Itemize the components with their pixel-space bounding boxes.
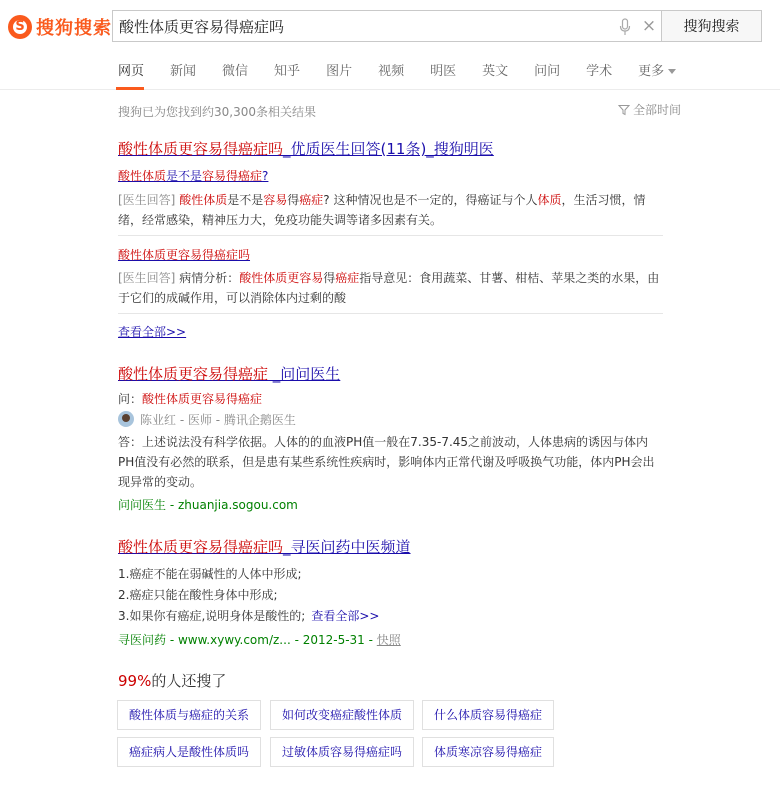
snippet-1-part-5: 癌症: [299, 193, 324, 207]
result-3-title-highlight: 酸性体质更容易得癌症吗: [118, 538, 284, 556]
header: [0, 0, 780, 90]
doctor-info: [118, 410, 296, 428]
filter-icon: [618, 104, 630, 116]
related-search-item[interactable]: 癌症病人是酸性体质吗: [117, 737, 261, 767]
tab-video[interactable]: 视频: [378, 64, 405, 79]
question-text: 酸性体质更容易得癌症: [142, 392, 263, 406]
result-count: 搜狗已为您找到约30,300条相关结果: [118, 105, 316, 119]
related-search-item[interactable]: 体质寒凉容易得癌症: [422, 737, 554, 767]
related-title-text: 的人还搜了: [151, 672, 227, 690]
tab-english[interactable]: 英文: [482, 64, 509, 79]
search-button[interactable]: 搜狗搜索: [662, 10, 762, 42]
logo-text: 搜狗搜索: [36, 18, 112, 39]
list-item: 2.癌症只能在酸性身体中形成;: [118, 588, 278, 602]
result-3-title[interactable]: [118, 536, 411, 557]
divider: [118, 235, 663, 236]
result-1-snippet-1: [118, 190, 664, 230]
snippet-2-part-4: 癌症: [335, 271, 360, 285]
related-search-item[interactable]: 如何改变癌症酸性体质: [270, 700, 414, 730]
tab-scholar[interactable]: 学术: [586, 64, 613, 79]
time-filter[interactable]: [618, 101, 681, 118]
answer-text: 上述说法没有科学依据。人体的的血液PH值一般在7.35-7.45之前波动，人体患病的诱因与体内PH值没有必然的联系，但是患有某些系统性疾病时，影响体内正常代谢及呼吸换气功能，体内PH会出现异常的变动。: [118, 435, 655, 489]
result-2-title-highlight: 酸性体质更容易得癌症: [118, 365, 269, 383]
sub-link-1-part-1: 酸性体质: [118, 169, 167, 183]
snippet-2-part-3: 得: [323, 271, 336, 285]
doctor-avatar: [118, 411, 134, 427]
result-1-sub-link-2[interactable]: [118, 246, 250, 263]
sub-link-1-part-4: ?: [262, 169, 269, 183]
active-tab-indicator: [116, 87, 144, 90]
snippet-1-part-3: 容易: [263, 193, 288, 207]
result-2-answer: [118, 432, 664, 492]
result-2-question: [118, 390, 262, 407]
related-percent: 99%: [118, 672, 152, 690]
tab-news[interactable]: 新闻: [170, 64, 197, 79]
snippet-2-part-1: 病情分析：: [175, 271, 240, 285]
list-item: 1.癌症不能在弱碱性的人体中形成;: [118, 567, 302, 581]
sogou-logo-icon: [8, 15, 32, 39]
snippet-1-part-4: 得: [287, 193, 300, 207]
snippet-1-part-2: 是不是: [227, 193, 264, 207]
related-search-item[interactable]: 酸性体质与癌症的关系: [117, 700, 261, 730]
microphone-icon[interactable]: [619, 18, 631, 36]
list-item-text: 3.如果你有癌症,说明身体是酸性的;: [118, 609, 306, 623]
tab-web[interactable]: 网页: [118, 64, 145, 79]
sub-link-1-part-3: 容易得癌症: [202, 169, 263, 183]
search-input[interactable]: [119, 16, 599, 36]
result-2-title-rest: _问问医生: [268, 365, 341, 383]
snippet-2-part-5: 指导意见：食用蔬菜、甘薯、柑桔、苹果之类的水果，由于它们的成碱作用，可以消除体内过剩的酸: [118, 271, 660, 305]
snapshot-link[interactable]: 快照: [376, 633, 401, 647]
snippet-1-tag: [医生回答]: [118, 193, 176, 207]
tab-wenwen[interactable]: 问问: [534, 64, 561, 79]
divider: [118, 313, 663, 314]
tab-wechat[interactable]: 微信: [222, 64, 249, 79]
search-box: [112, 10, 662, 42]
result-1-title-highlight: 酸性体质更容易得癌症吗: [118, 140, 284, 158]
tab-zhihu[interactable]: 知乎: [274, 64, 301, 79]
related-search-item[interactable]: 过敏体质容易得癌症吗: [270, 737, 414, 767]
doctor-name: 陈业红 - 医师 - 腾讯企鹅医生: [140, 412, 296, 427]
snippet-2-tag: [医生回答]: [118, 271, 176, 285]
tab-more-label: 更多: [638, 64, 665, 79]
snippet-1-part-1: 酸性体质: [179, 193, 228, 207]
tab-medical[interactable]: 明医: [430, 64, 457, 79]
result-3-title-rest: _寻医问药中医频道: [283, 538, 411, 556]
list-item: [118, 607, 379, 624]
chevron-down-icon: [668, 69, 676, 74]
snippet-2-part-2: 酸性体质更容易: [239, 271, 324, 285]
related-searches-title: [118, 670, 226, 691]
result-3-source: [118, 631, 401, 648]
answer-prefix: 答：: [118, 435, 143, 449]
result-1-view-all-link[interactable]: 查看全部>>: [118, 325, 187, 339]
result-2-title[interactable]: [118, 363, 340, 384]
tab-images[interactable]: 图片: [326, 64, 353, 79]
result-3-view-all-link[interactable]: 查看全部>>: [311, 609, 380, 623]
sub-link-1-part-2: 是不是: [166, 169, 203, 183]
result-1-title[interactable]: [118, 138, 494, 159]
question-prefix: 问：: [118, 392, 143, 406]
snippet-1-part-7: 体质: [537, 193, 562, 207]
snippet-1-part-8: ，生活习惯，情绪，经常感染，精神压力大，免疫功能失调等诸多因素有关。: [118, 193, 646, 227]
sub-link-2-part-1: 酸性体质更容易得癌症吗: [118, 248, 251, 262]
result-1-title-rest: _优质医生回答(11条)_搜狗明医: [283, 140, 494, 158]
time-filter-label: 全部时间: [633, 103, 682, 117]
snippet-1-part-6: ? 这种情况也是不一定的，得癌证与个人: [323, 193, 538, 207]
search-tabs: [118, 60, 702, 82]
result-1-snippet-2: [118, 268, 664, 308]
related-search-item[interactable]: 什么体质容易得癌症: [422, 700, 554, 730]
result-3-source-text[interactable]: 寻医问药 - www.xywy.com/z... - 2012-5-31 -: [118, 633, 377, 647]
clear-icon[interactable]: ×: [641, 16, 657, 36]
result-1-sub-link-1[interactable]: [118, 167, 268, 184]
tab-more[interactable]: [638, 60, 676, 82]
result-2-source[interactable]: 问问医生 - zhuanjia.sogou.com: [118, 498, 298, 512]
sogou-logo[interactable]: [8, 14, 112, 40]
